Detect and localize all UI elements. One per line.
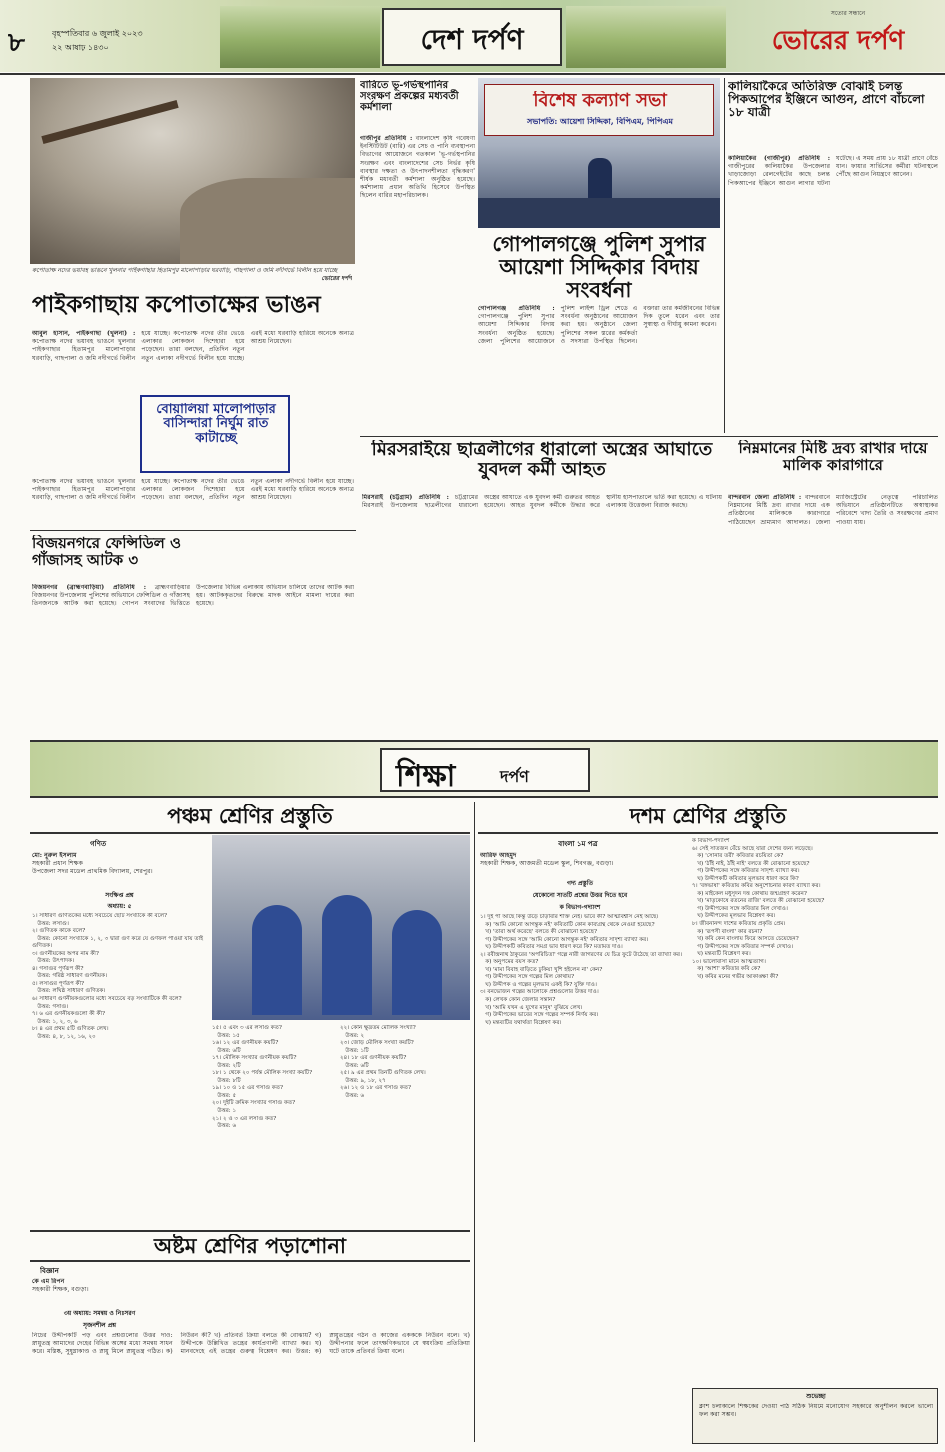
mirsarai-body (362, 494, 722, 737)
police-byline: গোপালগঞ্জ প্রতিনিধি : (478, 305, 555, 312)
class10-section: গদ্য প্রস্তুতি (567, 880, 593, 887)
erosion-pullquote-box (140, 395, 290, 473)
class5-chapter: অধ্যায়: ৫ (107, 903, 132, 910)
mirsarai-byline: মিরসরাই (চট্টগ্রাম) প্রতিনিধি : (362, 494, 449, 501)
audience-row (478, 198, 720, 228)
class10-note-box (692, 1388, 938, 1444)
class8-author-block (32, 1278, 167, 1306)
police-body-text: গোপালগঞ্জে পুলিশ সুপার আয়েশা সিদ্দিকার বিদায় সংবর্ধনা অনুষ্ঠিত হয়েছে। জেলা পুলিশের আয়োজনে পুলিশ লাইন্স ড্রিল শেডে এ সংবর্ধনা অনুষ্ঠানের আয়োজন করা হয়। অনুষ্ঠানে জেলা পুলিশের সকল স্তরের কর্মকর্তা ও সদস্যরা উপস্থিত ছিলেন। বক্তারা তার কর্মজীবনের বিভিন্ন দিক তুলে ধরেন এবং তার সুস্বাস্থ্য ও দীর্ঘায়ু কামনা করেন। (478, 305, 720, 345)
edu-divider (474, 802, 475, 1442)
class10-instruction: যেকোনো সাতটি প্রশ্নের উত্তর দিতে হবে (532, 892, 628, 899)
mid-rule (360, 436, 938, 437)
class10-headline: দশম শ্রেণির প্রস্তুতি (629, 804, 787, 828)
erosion-caption (32, 267, 352, 289)
class5-col1: ১। সাধারণ গুণিতকের মধ্যে সবচেয়ে ছোট সংখ্যাকে কী বলে? উত্তর: লসাগু। ২। গুণিতক কাকে বলে? উত্তর: কোনো সংখ্যাকে ১, ২, ৩ দ্বারা গুণ করে যে গুণফল পাওয়া যায় তাই গুণিতক। ৩। গুণনীয়কের অপর নাম কী? উত্তর: উৎপাদক। ৪। গসাগুর পূর্ণরূপ কী? উত্তর: গরিষ্ঠ সাধারণ গুণনীয়ক। ৫। লসাগুর পূর্ণরূপ কী? উত্তর: লঘিষ্ঠ সাধারণ গুণিতক। ৬। সাধারণ গুণনীয়কগুলোর মধ্যে সবচেয়ে বড় সংখ্যাটিকে কী বলে? উত্তর: গসাগু। ৭। ৬ এর গুণনীয়কগুলো কী কী? উত্তর: ১, ২, ৩, ৬ ৮। ৪ এর প্রথম ৫টি গুণিতক লেখ। উত্তর: ৪, ৮, ১২, ১৬, ২০ (32, 913, 204, 1040)
education-title: শিক্ষা (396, 759, 456, 792)
farm-photo-right (566, 6, 726, 68)
erosion-body-text: কপোতাক্ষ নদের ভয়াবহ ভাঙনে খুলনার পাইকগাছার হিতামপুর মালোপাড়ার ঘরবাড়ি, গাছপালা ও জমি নদীগর্ভে বিলীন হয়ে যাচ্ছে। কপোতাক্ষ নদের তীর ভেঙে এলাকার লোকজন দিশেহারা হয়ে পড়েছেন। তারা বলছেন, প্রতিদিন নতুন নতুন এলাকা নদীগর্ভে বিলীন হয়ে যাচ্ছে। এরই মধ্যে ঘরবাড়ি হারিয়ে অনেকে অন্যত্র আশ্রয় নিয়েছেন। (32, 330, 354, 362)
education-title-box (380, 748, 590, 792)
bijoynagar-body (32, 584, 354, 734)
student-1 (252, 905, 302, 1015)
date-line-2: ২২ আষাঢ় ১৪৩০ (52, 43, 109, 52)
erosion-pullquote: বোয়ালিয়া মালোপাড়ার বাসিন্দারা নির্ঘুম রাত কাটাচ্ছে (156, 403, 276, 446)
jail-byline: বান্দরবান জেলা প্রতিনিধি : (728, 494, 802, 501)
class10-author-role: সহকারী শিক্ষক, আজমতী মডেল স্কুল, শিবগঞ্জ, বগুড়া। (480, 860, 614, 868)
class8-author: কে এম রিপন (32, 1278, 65, 1285)
class8-header (30, 1230, 470, 1262)
page-number: ৮ (8, 28, 25, 58)
right-column-rule (724, 78, 725, 433)
erosion-body-cont (32, 478, 354, 528)
class8-headline: অষ্টম শ্রেণির পড়াশোনা (153, 1234, 347, 1258)
tree-trunk (41, 100, 178, 144)
workshop-body-text: বাংলাদেশ কৃষি গবেষণা ইনস্টিটিউট (বারি) এর সেচ ও পানি ব্যবস্থাপনা বিভাগের আয়োজনে গতকাল 'ভূ-গর্ভস্থপানির সংরক্ষণ এবং বাংলাদেশের সেচ নির্ভর কৃষি ব্যবস্থার দক্ষতা ও উৎপাদনশীলতা বৃদ্ধিকরণ' শীর্ষক মধ্যবর্তী কর্মশালা অনুষ্ঠিত হয়েছে। কর্মশালায় প্রধান অতিথি হিসেবে উপস্থিত ছিলেন বারির মহাপরিচালক। (360, 135, 475, 200)
train-byline: কালিয়াকৈর (গাজীপুর) প্রতিনিধি : (728, 155, 830, 162)
class10-col1: ১। দুই পা আছে কিন্তু উড়ে চাঁড়াবার শক্তি নেই। ভাবে কী? আত্মবিশ্বাস নেই আছে। ক) 'আমি কোনো আগন্তুক নই' কবিতাটি কোন কাব্যগ্রন্থ থেকে নেওয়া হয়েছে? খ) 'তারা অর্থ করেছে' বলতে কী বোঝানো হয়েছে? গ) উদ্দীপকের সঙ্গে 'আমি কোনো আগন্তুক নই' কবিতার সাদৃশ্য ব্যাখ্যা কর। ঘ) উদ্দীপকটি কবিতার সমগ্র ভাব ধারণ করে কি? মতামত দাও। ২। রবীন্দ্রনাথ ঠাকুরের 'অপরিচিতা' গল্পে নারী জাগরণের যে চিত্র ফুটে উঠেছে তা ব্যাখ্যা কর। ক) অনুপমের বয়স কত? খ) 'মামা বিবাহ বাড়িতে ঢুকিয়া খুশি হইলেন না' কেন? গ) উদ্দীপকের সঙ্গে গল্পের মিল কোথায়? ঘ) উদ্দীপক ও গল্পের মূলভাব একই কি? যুক্তি দাও। ৩। বনভোজন গল্পের আলোকে প্রশ্নগুলোর উত্তর দাও। ক) লেখক কোন জেলার সন্তান? খ) 'আমি যখন এ যুগের মানুষ' বুঝিয়ে লেখ। গ) উদ্দীপকের ভাবের সঙ্গে গল্পের সম্পর্ক নির্ণয় কর। ঘ) মন্তব্যটির যথার্থতা বিশ্লেষণ কর। (480, 914, 682, 1026)
erosion-caption-text: কপোতাক্ষ নদের ভয়াবহ ভাঙনে খুলনার পাইকগাছার হিতামপুর মালোপাড়ার ঘরবাড়ি, গাছপালা ও জমি নদীগর্ভে বিলীন হয়ে যাচ্ছে (32, 267, 338, 274)
logo-text: ভোরের দর্পণ (771, 26, 905, 56)
class5-school: উপজেলা সদর মডেল প্রাথমিক বিদ্যালয়, শেরপুর। (32, 868, 153, 876)
education-banner (30, 740, 938, 798)
class10-subject: বাংলা ১ম পত্র (558, 840, 598, 848)
class5-col2: ১৫। ৫ এবং ৩ এর লসাগু কত? উত্তর: ১৫ ১৬। ১২ এর গুণনীয়ক কয়টি? উত্তর: ৬টি ১৭। মৌলিক সংখ্যার গুণনীয়ক কয়টি? উত্তর: ২টি ১৮। ১ থেকে ২০ পর্যন্ত মৌলিক সংখ্যা কয়টি? উত্তর: ৮টি ১৯। ১০ ও ১৫ এর গসাগু কত? উত্তর: ৫ ২০। দুইটি ক্রমিক সংখ্যার গসাগু কত? উত্তর: ১ ২১। ২ ও ৩ এর লসাগু কত? উত্তর: ৬ (212, 1025, 313, 1130)
section-title: দেশ দর্পণ (420, 23, 524, 56)
train-headline: কালিয়াকৈরে অতিরিক্ত বোঝাই চলন্ত পিকআপের ইঞ্জিনে আগুন, প্রাণে বাঁচলো ১৮ যাত্রী (728, 80, 925, 120)
erosion-byline: আবুল হাসান, পাইকগাছা (খুলনা) : (32, 330, 136, 337)
mirsarai-headline: মিরসরাইয়ে ছাত্রলীগের ধারালো অস্ত্রের আঘাতে যুবদল কর্মী আহত (371, 440, 713, 480)
police-body (478, 305, 720, 435)
left-lower-rule (30, 530, 356, 531)
class8-body: নিচের উদ্দীপকটি পড় এবং প্রশ্নগুলোর উত্তর দাও: স্নায়ুতন্ত্র আমাদের দেহের বিভিন্ন অঙ্গের মধ্যে সমন্বয় সাধন করে। মস্তিষ্ক, সুষুম্নাকাণ্ড ও স্নায়ু মিলে স্নায়ুতন্ত্র গঠিত। ক) নিউরন কী? খ) প্রতিবর্ত ক্রিয়া বলতে কী বোঝায়? গ) উদ্দীপকে উল্লিখিত তন্ত্রের কার্যপ্রণালী ব্যাখ্যা কর। ঘ) মানবদেহে এই তন্ত্রের গুরুত্ব বিশ্লেষণ কর। উত্তর: ক) স্নায়ুতন্ত্রের গঠন ও কাজের একককে নিউরন বলে। খ) উদ্দীপনার ফলে তাৎক্ষণিকভাবে যে স্বয়ংক্রিয় প্রতিক্রিয়া ঘটে তাকে প্রতিবর্ত ক্রিয়া বলে। (32, 1332, 470, 1356)
class5-subject: গণিত (90, 840, 107, 848)
class10-header (478, 802, 938, 834)
class5-author-block (32, 852, 207, 888)
date-line-1: বৃহস্পতিবার ৬ জুলাই ২০২৩ (52, 29, 143, 38)
class8-section: সৃজনশীল প্রশ্ন (83, 1322, 116, 1329)
event-banner-label: বিশেষ কল্যাণ সভা (533, 91, 667, 111)
jail-headline: নিম্নমানের মিষ্টি দ্রব্য রাখার দায়ে মালিক কারাগারে (738, 440, 928, 474)
bijoynagar-byline: বিজয়নগর (ব্রাহ্মণবাড়িয়া) প্রতিনিধি : (32, 584, 147, 591)
class10-author: আরিফ আহমুদ (480, 852, 517, 859)
workshop-byline: গাজীপুর প্রতিনিধি : (360, 135, 413, 142)
class5-section: সংক্ষিপ্ত প্রশ্ন (105, 892, 134, 899)
class8-author-role: সহকারী শিক্ষক, বগুড়া। (32, 1286, 89, 1294)
mirsarai-body-text: চট্টগ্রামের মিরসরাই উপজেলায় ছাত্রলীগের ধারালো অস্ত্রের আঘাতে এক যুবদল কর্মী গুরুতর আহত হয়েছেন। আহত যুবদল কর্মীকে উদ্ধার করে স্থানীয় হাসপাতালে ভর্তি করা হয়েছে। এ ঘটনায় এলাকায় উত্তেজনা বিরাজ করছে। (362, 494, 722, 510)
event-banner (484, 84, 714, 136)
class8-chapter: ৩য় অধ্যায়: সমন্বয় ও নিঃসরণ (63, 1310, 136, 1317)
jail-body-text: বান্দরবানে নিম্নমানের মিষ্টি দ্রব্য রাখার দায়ে এক প্রতিষ্ঠানের মালিককে কারাগারে পাঠিয়েছেন ভ্রাম্যমাণ আদালত। জেলা ম্যাজিস্ট্রেটের নেতৃত্বে পরিচালিত অভিযানে প্রতিষ্ঠানটিতে অস্বাস্থ্যকর পরিবেশে খাদ্য তৈরি ও সংরক্ষণের প্রমাণ পাওয়া যায়। (728, 494, 938, 526)
farm-photo-left (220, 6, 380, 68)
train-body-text: গাজীপুরের কালিয়াকৈর উপজেলার খাড়াজোড়া রেলগেইটের কাছে চলন্ত পিকআপের ইঞ্জিনে আগুন লাগার ঘটনা ঘটেছে। এ সময় প্রায় ১৮ যাত্রী প্রাণে বেঁচে যান। ফায়ার সার্ভিসের কর্মীরা ঘটনাস্থলে পৌঁছে আগুন নিয়ন্ত্রণে আনেন। (728, 155, 938, 187)
class5-headline: পঞ্চম শ্রেণির প্রস্তুতি (167, 804, 333, 828)
education-title-suffix: দর্পণ (500, 767, 529, 786)
erosion-photo-credit: ভোরের দর্পণ (321, 274, 352, 282)
class10-note-title: শুভেচ্ছা (806, 1393, 826, 1400)
class10-author-block (480, 852, 680, 874)
class8-subject: বিজ্ঞান (40, 1267, 59, 1275)
riverbank (180, 178, 355, 264)
masthead (0, 0, 945, 72)
erosion-headline: পাইকগাছায় কপোতাক্ষের ভাঙন (32, 292, 321, 318)
workshop-headline: বারিতে ভূ-গর্ভস্থপানির সংরক্ষণ প্রকল্পের মধ্যবর্তী কর্মশালা (360, 80, 459, 113)
bijoynagar-headline: বিজয়নগরে ফেন্সিডিল ও গাঁজাসহ আটক ৩ (32, 535, 182, 569)
police-event-photo (478, 78, 720, 228)
erosion-photo (30, 78, 355, 264)
erosion-body-cont-text: কপোতাক্ষ নদের ভয়াবহ ভাঙনে খুলনার পাইকগাছার হিতামপুর মালোপাড়ার ঘরবাড়ি, গাছপালা ও জমি নদীগর্ভে বিলীন হয়ে যাচ্ছে। কপোতাক্ষ নদের তীর ভেঙে এলাকার লোকজন দিশেহারা হয়ে পড়েছেন। তারা বলছেন, প্রতিদিন নতুন নতুন এলাকা নদীগর্ভে বিলীন হয়ে যাচ্ছে। এরই মধ্যে ঘরবাড়ি হারিয়ে অনেকে অন্যত্র আশ্রয় নিয়েছেন। (32, 478, 354, 502)
workshop-body (360, 135, 475, 370)
event-banner-sub: সভাপতি: আয়েশা সিদ্দিকা, বিপিএম, পিপিএম (527, 117, 673, 126)
bijoynagar-body-text: ব্রাহ্মণবাড়িয়ার বিজয়নগর উপজেলায় পুলিশের অভিযানে ফেন্সিডিল ও গাঁজাসহ তিনজনকে আটক করা হয়েছে। গোপন সংবাদের ভিত্তিতে উপজেলার বিভিন্ন এলাকায় অভিযান চালিয়ে তাদের আটক করা হয়। আটককৃতদের বিরুদ্ধে মাদক আইনে মামলা দায়ের করা হয়েছে। (32, 584, 354, 608)
class10-note: ক্লাশ চলাকালে শিক্ষকের দেওয়া পাঠ সঠিক নিয়মে মনোযোগ সহকারে অনুশীলন করলে ভালো ফল করা সম্ভব। (699, 1403, 933, 1419)
train-body (728, 155, 938, 433)
student-2 (322, 895, 372, 1015)
students-photo (212, 835, 470, 1020)
class10-part: ক বিভাগ-গদ্যাংশ (559, 904, 601, 911)
class10-col2: ক বিভাগ-পদ্যাংশ ৬। সেই সাতজন বেঁচে আছে যারা দেশের জন্য লড়েছে। ক) 'সোনার তরী' কবিতার রচয়িতা কে? খ) 'ঠাঁই নাই, ঠাঁই নাই' বলতে কী বোঝানো হয়েছে? গ) উদ্দীপকের সঙ্গে কবিতার সাদৃশ্য ব্যাখ্যা কর। ঘ) উদ্দীপকটি কবিতার মূলভাব ধারণ করে কি? ৭। 'বঙ্গভাষা' কবিতায় কবির অনুশোচনার কারণ ব্যাখ্যা কর। ক) মাইকেল মধুসূদন দত্ত কোথায় জন্মগ্রহণ করেন? খ) 'মাতৃকোষে রতনের রাজি' বলতে কী বোঝানো হয়েছে? গ) উদ্দীপকের সঙ্গে কবিতার মিল দেখাও। ঘ) উদ্দীপকের মূলভাব বিশ্লেষণ কর। ৮। জীবনানন্দ দাশের কবিতায় প্রকৃতি প্রেম। ক) 'রূপসী বাংলা' কার রচনা? খ) কবি কেন বাংলায় ফিরে আসতে চেয়েছেন? গ) উদ্দীপকের সঙ্গে কবিতার সম্পর্ক দেখাও। ঘ) মন্তব্যটি বিশ্লেষণ কর। ১০। ভালোবাসা মানে আত্মত্যাগ। ক) 'আশা' কবিতার কবি কে? খ) কবির মনের গভীর আকাঙ্ক্ষা কী? (692, 838, 825, 980)
logo-tagline: সত্যের সন্ধানে (830, 10, 866, 17)
police-headline: গোপালগঞ্জে পুলিশ সুপার আয়েশা সিদ্দিকার বিদায় সংবর্ধনা (492, 232, 706, 302)
student-3 (392, 910, 442, 1015)
class5-author-role: সহকারী প্রধান শিক্ষক (32, 860, 83, 868)
jail-body (728, 494, 938, 737)
class5-author: মো: নুরুল ইসলাম (32, 852, 77, 859)
masthead-rule (0, 73, 945, 75)
class5-col3: ২২। কোন ক্ষুদ্রতম মৌলিক সংখ্যা? উত্তর: ২ ২৩। জোড় মৌলিক সংখ্যা কয়টি? উত্তর: ১টি ২৪। ১৮ এর গুণনীয়ক কয়টি? উত্তর: ৬টি ২৫। ৯ এর প্রথম তিনটি গুণিতক লেখ। উত্তর: ৯, ১৮, ২৭ ২৬। ১২ ও ১৮ এর গসাগু কত? উত্তর: ৬ (340, 1025, 426, 1099)
logo-box (738, 8, 938, 66)
class5-header (30, 802, 470, 834)
